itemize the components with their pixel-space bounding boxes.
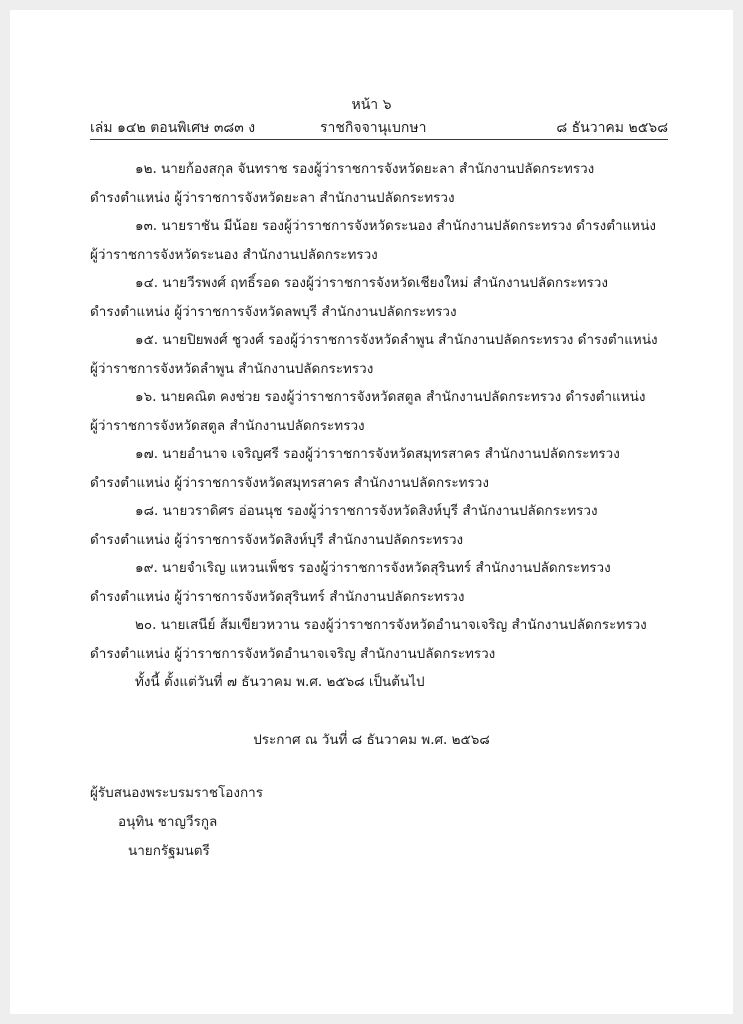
gazette-page xyxy=(10,10,733,1014)
appointment-list xyxy=(90,159,668,701)
list-item xyxy=(90,159,668,216)
entry-line-2: ดำรงตำแหน่ง ผู้ว่าราชการจังหวัดสมุทรสาคร สำนักงานปลัดกระทรวง xyxy=(90,474,489,491)
entry-line-1: ๑๙. นายจำเริญ แหวนเพ็ชร รองผู้ว่าราชการจังหวัดสุรินทร์ สำนักงานปลัดกระทรวง xyxy=(135,560,611,576)
entry-line-2: ผู้ว่าราชการจังหวัดสตูล สำนักงานปลัดกระทรวง xyxy=(90,417,365,434)
entry-line-1: ๑๓. นายราชัน มีน้อย รองผู้ว่าราชการจังหวัดระนอง สำนักงานปลัดกระทรวง ดำรงตำแหน่ง xyxy=(135,218,657,234)
entry-line-1: ๑๔. นายวีรพงศ์ ฤทธิ์รอด รองผู้ว่าราชการจังหวัดเชียงใหม่ สำนักงานปลัดกระทรวง xyxy=(135,275,608,291)
signatory-name: อนุทิน ชาญวีรกูล xyxy=(118,814,218,830)
entry-line-2: ดำรงตำแหน่ง ผู้ว่าราชการจังหวัดยะลา สำนักงานปลัดกระทรวง xyxy=(90,189,455,206)
entry-line-2: ดำรงตำแหน่ง ผู้ว่าราชการจังหวัดลพบุรี สำนักงานปลัดกระทรวง xyxy=(90,303,457,320)
publication-title: ราชกิจจานุเบกษา xyxy=(320,120,427,136)
list-item xyxy=(90,615,668,672)
list-item xyxy=(90,273,668,330)
list-item xyxy=(90,444,668,501)
list-item xyxy=(90,501,668,558)
entry-line-1: ๑๗. นายอำนาจ เจริญศรี รองผู้ว่าราชการจังหวัดสมุทรสาคร สำนักงานปลัดกระทรวง xyxy=(135,446,620,462)
entry-line-1: ๒๐. นายเสนีย์ ส้มเขียวหวาน รองผู้ว่าราชการจังหวัดอำนาจเจริญ สำนักงานปลัดกระทรวง xyxy=(135,617,647,633)
entry-line-2: ผู้ว่าราชการจังหวัดระนอง สำนักงานปลัดกระทรวง xyxy=(90,246,378,263)
announcement-date: ประกาศ ณ วันที่ ๘ ธันวาคม พ.ศ. ๒๕๖๘ xyxy=(253,732,490,748)
publication-date: ๘ ธันวาคม ๒๕๖๘ xyxy=(556,120,668,136)
list-item xyxy=(90,216,668,273)
entry-line-2: ดำรงตำแหน่ง ผู้ว่าราชการจังหวัดอำนาจเจริญ สำนักงานปลัดกระทรวง xyxy=(90,645,496,662)
entry-line-1: ๑๒. นายก้องสกุล จันทราช รองผู้ว่าราชการจังหวัดยะลา สำนักงานปลัดกระทรวง xyxy=(135,161,595,177)
entry-line-2: ดำรงตำแหน่ง ผู้ว่าราชการจังหวัดสุรินทร์ สำนักงานปลัดกระทรวง xyxy=(90,588,465,605)
entry-line-1: ๑๘. นายวราดิศร อ่อนนุช รองผู้ว่าราชการจังหวัดสิงห์บุรี สำนักงานปลัดกระทรวง xyxy=(135,503,598,519)
entry-line-2: ผู้ว่าราชการจังหวัดลำพูน สำนักงานปลัดกระทรวง xyxy=(90,360,374,377)
list-item xyxy=(90,387,668,444)
entry-line-1: ๑๕. นายปิยพงศ์ ชูวงศ์ รองผู้ว่าราชการจังหวัดลำพูน สำนักงานปลัดกระทรวง ดำรงตำแหน่ง xyxy=(135,332,658,348)
header-divider xyxy=(90,139,668,140)
list-item xyxy=(90,330,668,387)
effective-date-clause: ทั้งนี้ ตั้งแต่วันที่ ๗ ธันวาคม พ.ศ. ๒๕๖๘ เป็นต้นไป xyxy=(135,674,425,690)
signatory-position: นายกรัฐมนตรี xyxy=(128,843,210,859)
page-number: หน้า ๖ xyxy=(351,97,392,113)
countersign-label: ผู้รับสนองพระบรมราชโองการ xyxy=(90,785,263,801)
volume-issue: เล่ม ๑๔๒ ตอนพิเศษ ๓๘๓ ง xyxy=(90,120,256,136)
entry-line-1: ๑๖. นายคณิต คงช่วย รองผู้ว่าราชการจังหวัดสตูล สำนักงานปลัดกระทรวง ดำรงตำแหน่ง xyxy=(135,389,646,405)
list-item xyxy=(90,558,668,615)
entry-line-2: ดำรงตำแหน่ง ผู้ว่าราชการจังหวัดสิงห์บุรี สำนักงานปลัดกระทรวง xyxy=(90,531,464,548)
